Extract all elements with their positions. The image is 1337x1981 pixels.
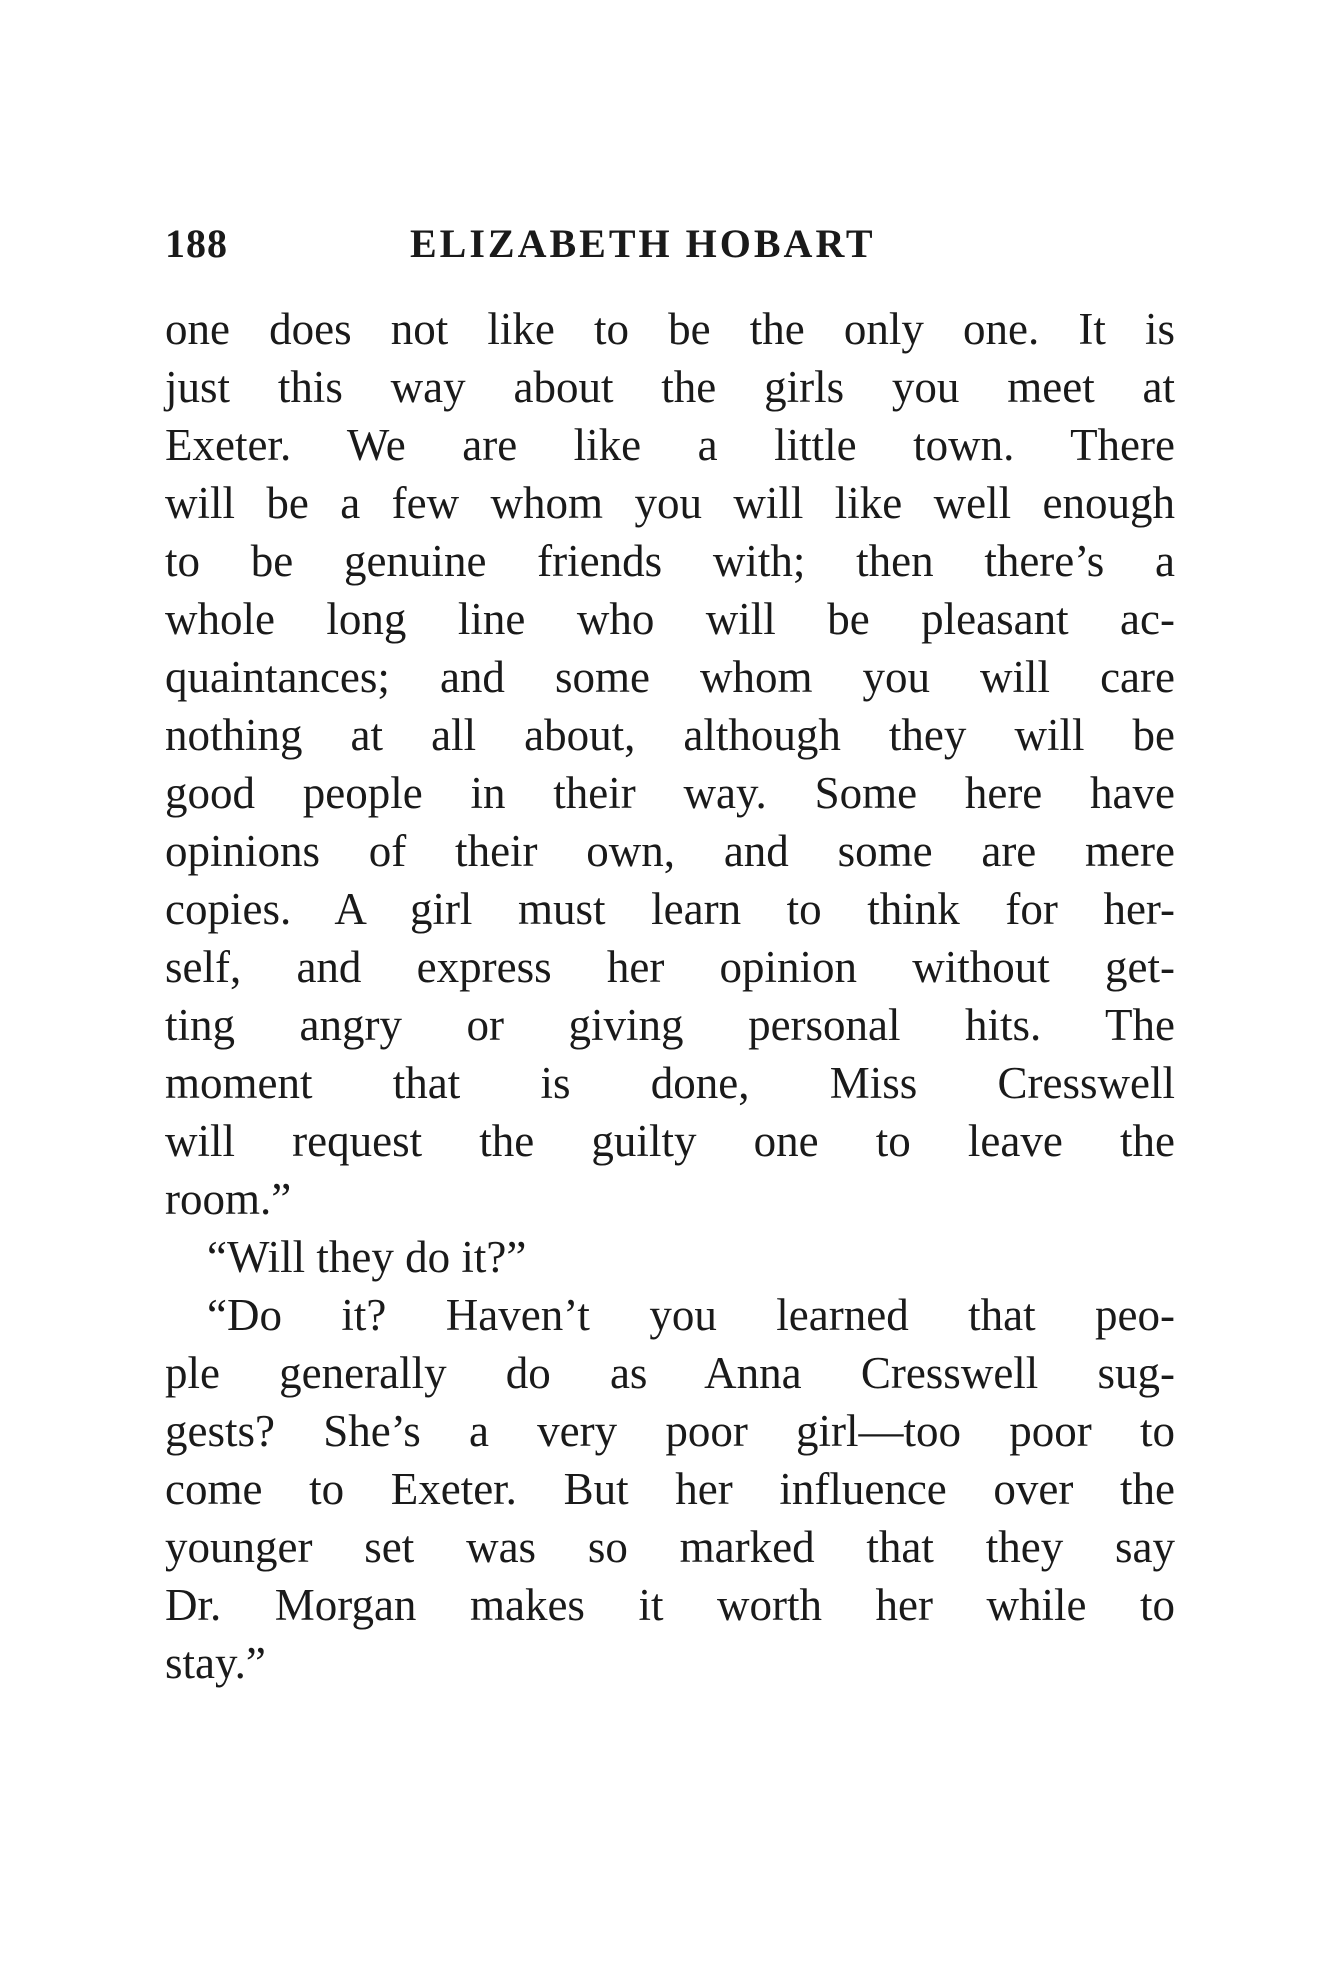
text-line: self, and express her opinion without get- bbox=[165, 942, 1175, 992]
text-line: gests? She’s a very poor girl—too poor to bbox=[165, 1406, 1175, 1456]
page-number: 188 bbox=[165, 221, 228, 266]
text-line: “Do it? Haven’t you learned that peo- bbox=[207, 1290, 1175, 1340]
text-line: moment that is done, Miss Cresswell bbox=[165, 1058, 1175, 1108]
text-line: one does not like to be the only one. It is bbox=[165, 304, 1175, 354]
text-line: will request the guilty one to leave the bbox=[165, 1116, 1175, 1166]
text-line: nothing at all about, although they will be bbox=[165, 710, 1175, 760]
text-line: whole long line who will be pleasant ac- bbox=[165, 594, 1175, 644]
text-line: ple generally do as Anna Cresswell sug- bbox=[165, 1348, 1175, 1398]
text-line: good people in their way. Some here have bbox=[165, 768, 1175, 818]
text-line: room.” bbox=[165, 1174, 292, 1224]
body-text bbox=[165, 300, 1175, 1692]
text-line: will be a few whom you will like well enough bbox=[165, 478, 1175, 528]
text-line: opinions of their own, and some are mere bbox=[165, 826, 1175, 876]
text-line: younger set was so marked that they say bbox=[165, 1522, 1175, 1572]
text-line: stay.” bbox=[165, 1638, 266, 1688]
text-line: just this way about the girls you meet at bbox=[165, 362, 1175, 412]
running-head bbox=[165, 220, 1175, 280]
text-line: “Will they do it?” bbox=[207, 1232, 527, 1282]
running-title: ELIZABETH HOBART bbox=[410, 221, 876, 266]
text-line: come to Exeter. But her influence over the bbox=[165, 1464, 1175, 1514]
text-line: Exeter. We are like a little town. There bbox=[165, 420, 1175, 470]
text-line: ting angry or giving personal hits. The bbox=[165, 1000, 1175, 1050]
text-line: copies. A girl must learn to think for her- bbox=[165, 884, 1175, 934]
text-line: to be genuine friends with; then there’s a bbox=[165, 536, 1175, 586]
text-line: Dr. Morgan makes it worth her while to bbox=[165, 1580, 1175, 1630]
text-line: quaintances; and some whom you will care bbox=[165, 652, 1175, 702]
